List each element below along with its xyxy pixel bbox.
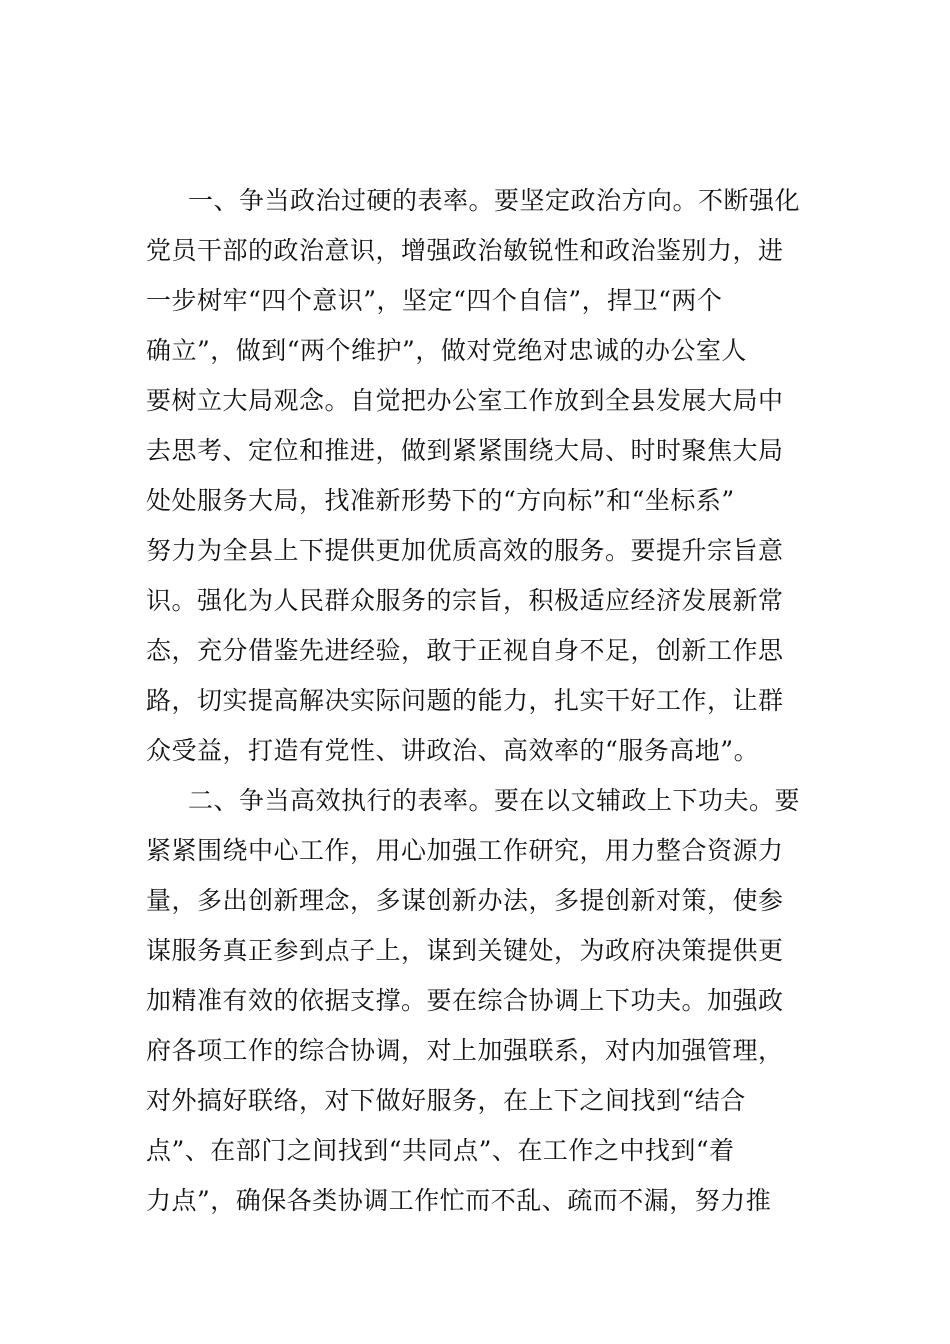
paragraph-1-line: 态，充分借鉴先进经验，敢于正视自身不足，创新工作思	[146, 636, 784, 665]
paragraph-1-line: 处处服务大局，找准新形势下的“方向标”和“坐标系”	[146, 486, 735, 515]
paragraph-2-line: 对外搞好联络，对下做好服务，在上下之间找到“结合	[146, 1086, 746, 1115]
paragraph-2-line: 点”、在部门之间找到“共同点”、在工作之中找到“着	[146, 1136, 735, 1165]
paragraph-1-line: 党员干部的政治意识，增强政治敏锐性和政治鉴别力，进	[146, 236, 784, 265]
paragraph-2-line: 二、争当高效执行的表率。要在以文辅政上下功夫。要	[188, 786, 801, 815]
paragraph-2-line: 谋服务真正参到点子上，谋到关键处，为政府决策提供更	[146, 936, 784, 965]
paragraph-1-line: 一、争当政治过硬的表率。要坚定政治方向。不断强化	[188, 186, 801, 215]
paragraph-1-line: 去思考、定位和推进，做到紧紧围绕大局、时时聚焦大局	[146, 436, 784, 465]
paragraph-1-line: 要树立大局观念。自觉把办公室工作放到全县发展大局中	[146, 386, 784, 415]
paragraph-1-line: 一步树牢“四个意识”，坚定“四个自信”，捍卫“两个	[146, 286, 723, 315]
paragraph-1-line: 确立”，做到“两个维护”，做对党绝对忠诚的办公室人	[146, 336, 747, 365]
document-body	[146, 176, 806, 1226]
paragraph-1-line: 识。强化为人民群众服务的宗旨，积极适应经济发展新常	[146, 586, 784, 615]
paragraph-1-line: 众受益，打造有党性、讲政治、高效率的“服务高地”。	[146, 736, 760, 765]
paragraph-2-line: 加精准有效的依据支撑。要在综合协调上下功夫。加强政	[146, 986, 784, 1015]
paragraph-1-line: 努力为全县上下提供更加优质高效的服务。要提升宗旨意	[146, 536, 784, 565]
paragraph-2-line: 力点”，确保各类协调工作忙而不乱、疏而不漏，努力推	[146, 1186, 772, 1215]
paragraph-1-line: 路，切实提高解决实际问题的能力，扎实干好工作，让群	[146, 686, 784, 715]
paragraph-2-line: 紧紧围绕中心工作，用心加强工作研究，用力整合资源力	[146, 836, 784, 865]
paragraph-2-line: 府各项工作的综合协调，对上加强联系，对内加强管理，	[146, 1036, 784, 1065]
paragraph-2-line: 量，多出创新理念，多谋创新办法，多提创新对策，使参	[146, 886, 784, 915]
